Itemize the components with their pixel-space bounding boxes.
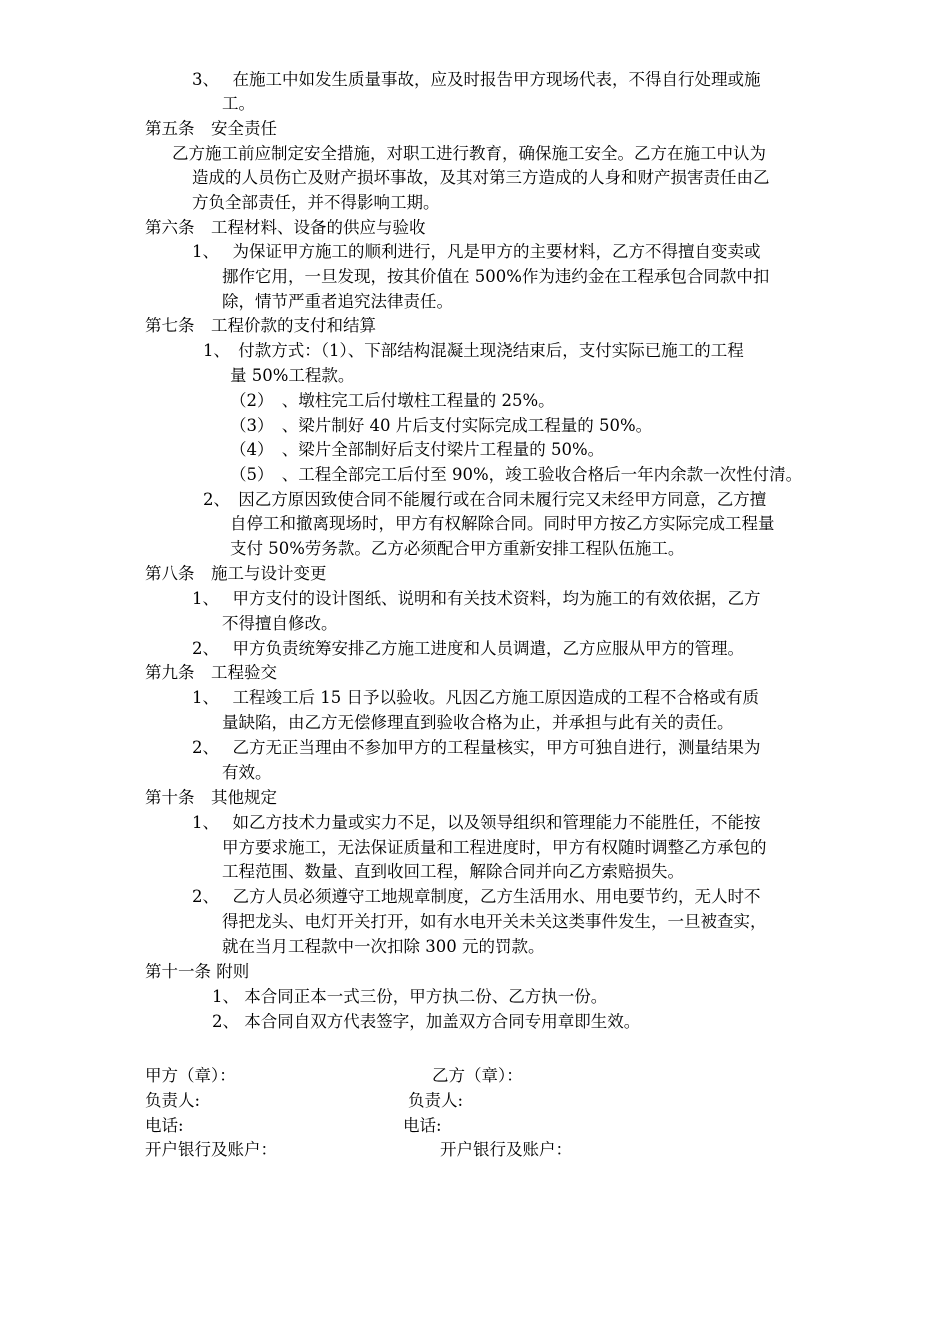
clause-4-item-3: 3、 在施工中如发生质量事故，应及时报告甲方现场代表，不得自行处理或施 <box>192 70 761 89</box>
clause-7-item-2-cont: 自停工和撤离现场时，甲方有权解除合同。同时甲方按乙方实际完成工程量 <box>230 514 775 533</box>
clause-11-item-2: 2、 本合同自双方代表签字，加盖双方合同专用章即生效。 <box>212 1012 641 1031</box>
party-b-bank-label: 开户银行及账户： <box>440 1140 572 1159</box>
party-a-phone-label: 电话: <box>145 1116 184 1135</box>
clause-10-item-1: 1、 如乙方技术力量或实力不足，以及领导组织和管理能力不能胜任，不能按 <box>192 813 761 832</box>
clause-9-item-1: 1、 工程竣工后 15 日予以验收。凡因乙方施工原因造成的工程不合格或有质 <box>192 688 759 707</box>
clause-5-heading: 第五条 安全责任 <box>145 119 277 138</box>
party-b-seal-label: 乙方（章）： <box>432 1066 523 1085</box>
clause-7-sub-4: （4） 、梁片全部制好后支付梁片工程量的 50%。 <box>230 440 605 459</box>
party-a-bank-label: 开户银行及账户： <box>145 1140 277 1159</box>
clause-8-item-1: 1、 甲方支付的设计图纸、说明和有关技术资料，均为施工的有效依据，乙方 <box>192 589 761 608</box>
clause-6-item-1-cont: 除，情节严重者追究法律责任。 <box>222 292 453 311</box>
clause-6-item-1-cont: 挪作它用，一旦发现，按其价值在 500%作为违约金在工程承包合同款中扣 <box>222 267 770 286</box>
clause-7-sub-2: （2） 、墩柱完工后付墩柱工程量的 25%。 <box>230 391 555 410</box>
clause-7-sub-3: （3） 、梁片制好 40 片后支付实际完成工程量的 50%。 <box>230 416 653 435</box>
clause-5-body-cont: 造成的人员伤亡及财产损坏事故，及其对第三方造成的人身和财产损害责任由乙 <box>192 168 770 187</box>
party-b-person-label: 负责人: <box>408 1091 464 1110</box>
party-a-seal-label: 甲方（章）： <box>145 1066 236 1085</box>
party-a-person-label: 负责人: <box>145 1091 201 1110</box>
clause-7-item-2: 2、 因乙方原因致使合同不能履行或在合同未履行完又未经甲方同意，乙方擅 <box>203 490 767 509</box>
clause-4-item-3-cont: 工。 <box>222 94 255 113</box>
clause-7-sub-5: （5） 、工程全部完工后付至 90%，竣工验收合格后一年内余款一次性付清。 <box>230 465 803 484</box>
clause-9-heading: 第九条 工程验交 <box>145 663 277 682</box>
clause-7-item-1-cont: 量 50%工程款。 <box>230 366 355 385</box>
clause-7-item-2-cont: 支付 50%劳务款。乙方必须配合甲方重新安排工程队伍施工。 <box>230 539 685 558</box>
clause-10-heading: 第十条 其他规定 <box>145 788 277 807</box>
clause-9-item-2-cont: 有效。 <box>222 763 272 782</box>
clause-7-item-1: 1、 付款方式：（1）、下部结构混凝土现浇结束后，支付实际已施工的工程 <box>203 341 744 360</box>
clause-9-item-2: 2、 乙方无正当理由不参加甲方的工程量核实，甲方可独自进行，测量结果为 <box>192 738 761 757</box>
clause-10-item-1-cont: 工程范围、数量、直到收回工程，解除合同并向乙方索赔损失。 <box>222 862 684 881</box>
clause-7-heading: 第七条 工程价款的支付和结算 <box>145 316 376 335</box>
clause-5-body-cont: 方负全部责任，并不得影响工期。 <box>192 193 440 212</box>
clause-11-heading: 第十一条 附则 <box>145 962 250 981</box>
clause-10-item-2-cont: 就在当月工程款中一次扣除 300 元的罚款。 <box>222 937 545 956</box>
clause-11-item-1: 1、 本合同正本一式三份，甲方执二份、乙方执一份。 <box>212 987 608 1006</box>
clause-9-item-1-cont: 量缺陷，由乙方无偿修理直到验收合格为止，并承担与此有关的责任。 <box>222 713 734 732</box>
clause-10-item-1-cont: 甲方要求施工，无法保证质量和工程进度时，甲方有权随时调整乙方承包的 <box>222 838 767 857</box>
clause-10-item-2-cont: 得把龙头、电灯开关打开，如有水电开关未关这类事件发生，一旦被查实， <box>222 912 767 931</box>
clause-10-item-2: 2、 乙方人员必须遵守工地规章制度，乙方生活用水、用电要节约，无人时不 <box>192 887 761 906</box>
clause-6-heading: 第六条 工程材料、设备的供应与验收 <box>145 218 426 237</box>
clause-8-item-1-cont: 不得擅自修改。 <box>222 614 338 633</box>
clause-5-body: 乙方施工前应制定安全措施，对职工进行教育，确保施工安全。乙方在施工中认为 <box>172 144 766 163</box>
clause-8-heading: 第八条 施工与设计变更 <box>145 564 327 583</box>
party-b-phone-label: 电话: <box>403 1116 442 1135</box>
clause-6-item-1: 1、 为保证甲方施工的顺利进行，凡是甲方的主要材料，乙方不得擅自变卖或 <box>192 242 761 261</box>
clause-8-item-2: 2、 甲方负责统筹安排乙方施工进度和人员调遣，乙方应服从甲方的管理。 <box>192 639 744 658</box>
